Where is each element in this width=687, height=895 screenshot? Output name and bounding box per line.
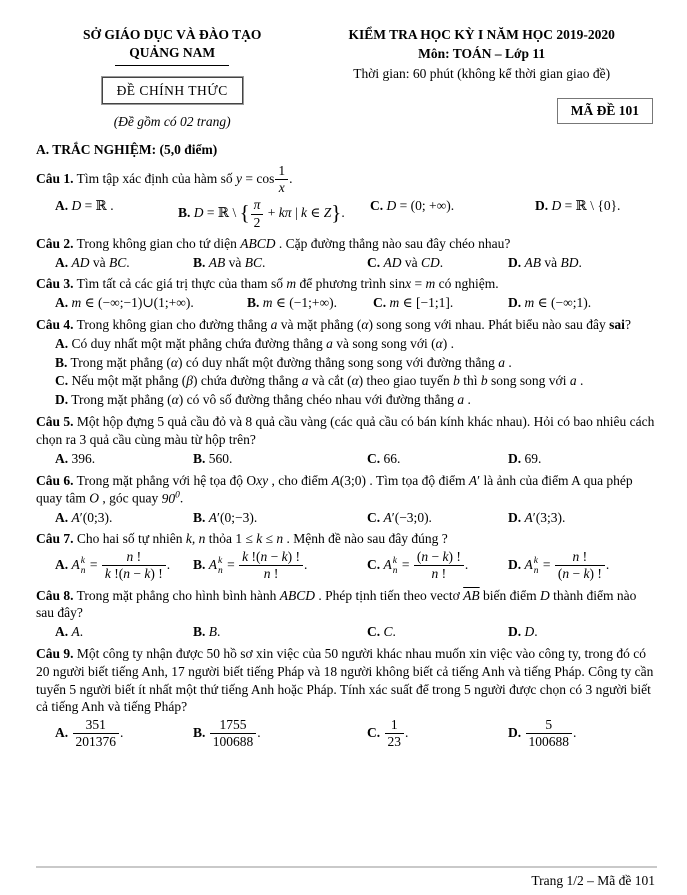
question-5-option-a: A. 396. (55, 450, 96, 466)
question-2 (36, 235, 655, 272)
question-2-option-a: A. AD và BC. (55, 254, 130, 270)
exam-code-wrap (308, 98, 655, 124)
question-3-option-b: B. m ∈ (−1;+∞). (247, 295, 337, 311)
question-4-option-c: C. Nếu một mặt phẳng (β) chứa đường thẳng a và cắt (α) theo giao tuyến b thì b song song với a . (55, 373, 584, 389)
question-7-option-d: D. A k n = $\frac{n !}{(n - k) !}$ . (508, 549, 610, 582)
question-6-option-a: A. A′(0;3). (55, 509, 113, 525)
question-6-option-b: B. A′(0;−3). (193, 509, 258, 525)
question-8-option-b: B. B. (193, 624, 221, 640)
question-2-option-b: B. AB và BC. (193, 254, 266, 270)
question-9-stem: Một công ty nhận được 50 hồ sơ xin việc của 50 người khác nhau muốn xin việc vào công ty, trong đó có 20 người biết tiếng Anh, 17 người biết tiếng Pháp và 18 người không biết cả tiếng Anh và tiếng Pháp. Công ty cần tuyển 5 người biết ít nhất một thứ tiếng Anh hoặc Pháp. Tính xác suất để trong 5 người được chọn có 3 người biết cả tiếng Anh và tiếng Pháp? (36, 646, 654, 715)
question-7-option-b: B. A k n = $\frac{k !(n - k) !}{n !}$ . (193, 549, 308, 582)
exam-subject: Môn: TOÁN – Lớp 11 (418, 45, 546, 61)
question-7-number: Câu 7. (36, 531, 74, 547)
question-5-number: Câu 5. (36, 414, 74, 430)
question-7-option-a: A. A k n = $\frac{n !}{k !(n - k) !}$ . (55, 549, 171, 582)
question-1-option-d: D. D = ℝ \ {0}. (535, 198, 621, 214)
question-1 (36, 163, 655, 231)
question-1-number: Câu 1. (36, 170, 74, 186)
page-footer: Trang 1/2 – Mã đề 101 (531, 873, 655, 889)
question-1-stem: Tìm tập xác định của hàm số y = cos $\frac{1}{x}$ . (76, 163, 293, 196)
question-6-option-d: D. A′(3;3). (508, 509, 566, 525)
question-5 (36, 413, 655, 467)
question-8-option-a: A. A. (55, 624, 84, 640)
question-2-stem: Trong không gian cho tứ diện ABCD . Cặp đường thẳng nào sau đây chéo nhau? (76, 235, 511, 251)
question-7-stem: Cho hai số tự nhiên k, n thỏa 1 ≤ k ≤ n . Mệnh đề nào sau đây đúng ? (76, 531, 448, 547)
question-9-option-a: A. $\frac{351}{201376}$ . (55, 717, 124, 750)
question-9-number: Câu 9. (36, 646, 74, 662)
province-name: QUẢNG NAM (115, 44, 229, 66)
question-4-option-d: D. Trong mặt phẳng (α) có vô số đường thẳng chéo nhau với đường thẳng a . (55, 392, 471, 408)
question-1-options (36, 197, 655, 230)
header-right-block (308, 26, 655, 131)
question-5-option-c: C. 66. (367, 450, 401, 466)
question-9-options (36, 717, 655, 750)
question-7-option-c: C. A k n = $\frac{(n - k) !}{n !}$ . (367, 549, 469, 582)
question-1-option-b: B. D = ℝ \ { $\frac{\pi}{2}$ + kπ | k ∈ Z}. (178, 197, 345, 230)
question-2-number: Câu 2. (36, 235, 74, 251)
section-a-heading: A. TRẮC NGHIỆM: (5,0 điểm) (36, 142, 218, 158)
question-6-options (36, 509, 655, 527)
question-5-option-d: D. 69. (508, 450, 542, 466)
question-3-option-a: A. m ∈ (−∞;−1)∪(1;+∞). (55, 295, 194, 311)
question-4-stem: Trong không gian cho đường thẳng a và mặt phẳng (α) song song với nhau. Phát biểu nào sau đây sai? (76, 317, 631, 332)
question-2-options (36, 254, 655, 272)
question-8-stem: Trong mặt phẳng cho hình bình hành ABCD . Phép tịnh tiến theo vectơ $\overline{AB}$ biến điểm D thành điểm nào sau đây? (36, 587, 637, 621)
department-name: SỞ GIÁO DỤC VÀ ĐÀO TẠO (82, 27, 262, 42)
exam-title: KIỂM TRA HỌC KỲ I NĂM HỌC 2019-2020 (348, 27, 615, 42)
question-9-option-c: C. $\frac{1}{23}$ . (367, 717, 409, 750)
question-8-option-d: D. D. (508, 624, 538, 640)
question-3-options (36, 294, 655, 312)
question-9-option-d: D. $\frac{5}{100688}$ . (508, 717, 577, 750)
question-4-option-a: A. Có duy nhất một mặt phẳng chứa đường thẳng a và song song với (α) . (55, 335, 454, 351)
question-5-option-b: B. 560. (193, 450, 233, 466)
question-5-stem: Một hộp đựng 5 quả cầu đỏ và 8 quả cầu vàng (các quả cầu có bán kính khác nhau). Hỏi có bao nhiêu cách chọn ra 3 quả cầu cùng màu từ hộp trên? (36, 414, 655, 447)
footer-divider (36, 866, 657, 868)
question-6 (36, 472, 655, 527)
question-7 (36, 530, 655, 582)
pages-note: (Đề gồm có 02 trang) (113, 114, 231, 130)
question-2-option-d: D. AB và BD. (508, 254, 582, 270)
question-3-option-d: D. m ∈ (−∞;1). (508, 295, 592, 311)
question-3-number: Câu 3. (36, 276, 74, 292)
question-8-options (36, 623, 655, 641)
exam-header (36, 26, 655, 131)
question-3 (36, 275, 655, 312)
question-2-option-c: C. AD và CD. (367, 254, 444, 270)
question-6-option-c: C. A′(−3;0). (367, 509, 432, 525)
header-left-block (36, 26, 308, 131)
question-1-option-a: A. D = ℝ . (55, 198, 114, 214)
question-9 (36, 645, 655, 751)
question-4 (36, 316, 655, 409)
question-8 (36, 587, 655, 641)
official-exam-box: ĐỀ CHÍNH THỨC (102, 77, 243, 105)
question-4-number: Câu 4. (36, 317, 74, 332)
question-8-number: Câu 8. (36, 587, 74, 603)
question-5-options (36, 450, 655, 468)
question-1-option-c: C. D = (0; +∞). (370, 198, 455, 214)
question-9-option-b: B. $\frac{1755}{100688}$ . (193, 717, 261, 750)
question-3-option-c: C. m ∈ [−1;1]. (373, 295, 454, 311)
question-6-number: Câu 6. (36, 472, 74, 488)
question-6-stem: Trong mặt phẳng với hệ tọa độ Oxy , cho điểm A(3;0) . Tìm tọa độ điểm A′ là ảnh của điểm A qua phép quay tâm O , góc quay $90^0$. (36, 472, 633, 506)
exam-code-box: MÃ ĐỀ 101 (557, 98, 653, 124)
exam-duration: Thời gian: 60 phút (không kể thời gian giao đề) (353, 65, 611, 81)
question-7-options (36, 549, 655, 582)
question-3-stem: Tìm tất cả các giá trị thực của tham số m để phương trình sinx = m có nghiệm. (76, 276, 499, 292)
question-8-option-c: C. C. (367, 624, 396, 640)
question-4-option-b: B. Trong mặt phẳng (α) có duy nhất một đường thẳng song song với đường thẳng a . (55, 354, 512, 370)
